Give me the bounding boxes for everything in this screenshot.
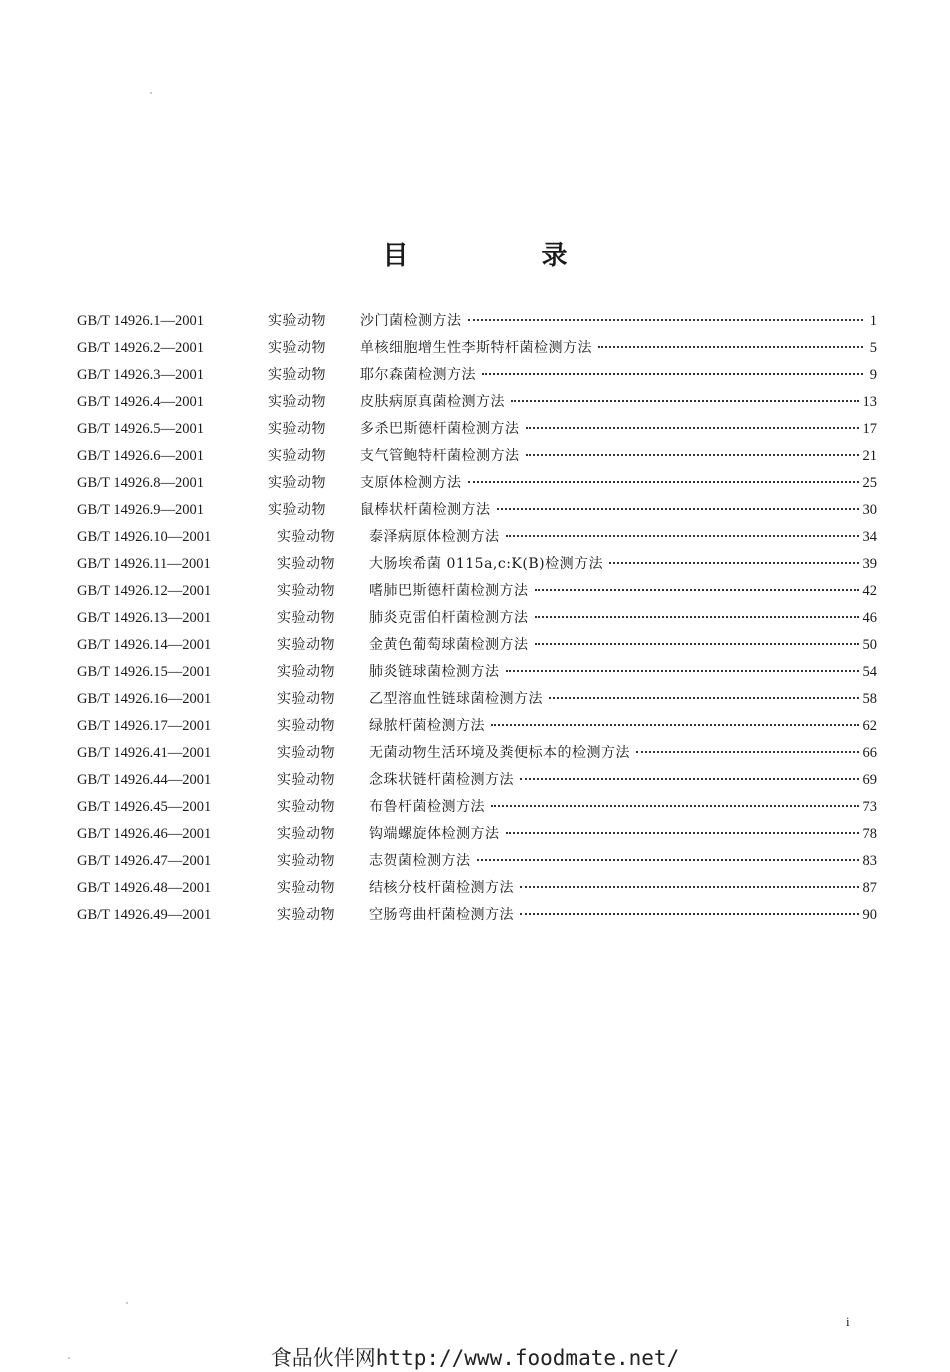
toc-entry-code: GB/T 14926.14—2001: [77, 637, 212, 653]
toc-entry-page: 30: [862, 502, 877, 518]
toc-entry-leader: [491, 791, 859, 807]
scan-speck: [126, 1302, 128, 1304]
toc-entry-category: 实验动物: [277, 745, 335, 761]
scan-speck: [150, 92, 152, 94]
toc-entry-page: 46: [862, 610, 877, 626]
toc-entry-category: 实验动物: [268, 340, 326, 356]
toc-entry-code: GB/T 14926.2—2001: [77, 340, 205, 356]
toc-entry-page: 42: [862, 583, 877, 599]
toc-entry-code: GB/T 14926.44—2001: [77, 772, 212, 788]
toc-entry-code: GB/T 14926.11—2001: [77, 556, 211, 572]
toc-entry-leader: [520, 899, 859, 915]
toc-entry-page: 13: [862, 394, 877, 410]
toc-entry: [77, 903, 877, 930]
toc-entry-title: 鼠棒状杆菌检测方法: [360, 502, 491, 518]
toc-entry-leader: [497, 494, 859, 510]
toc-entry-category: 实验动物: [268, 313, 326, 329]
toc-entry-page: 73: [862, 799, 877, 815]
toc-entry-category: 实验动物: [277, 529, 335, 545]
page-title: 目 录: [382, 241, 630, 271]
toc-entry-leader: [526, 413, 859, 429]
toc-entry-page: 58: [862, 691, 877, 707]
toc-entry-category: 实验动物: [277, 637, 335, 653]
toc-entry-code: GB/T 14926.17—2001: [77, 718, 212, 734]
toc-entry-title: 肺炎克雷伯杆菌检测方法: [369, 610, 529, 626]
table-of-contents: [77, 309, 877, 930]
toc-entry-page: 34: [862, 529, 877, 545]
toc-entry-leader: [636, 737, 859, 753]
toc-entry-page: 69: [862, 772, 877, 788]
toc-entry-code: GB/T 14926.9—2001: [77, 502, 205, 518]
toc-entry-code: GB/T 14926.45—2001: [77, 799, 212, 815]
toc-entry-page: 78: [862, 826, 877, 842]
toc-entry-category: 实验动物: [277, 556, 335, 572]
toc-entry-code: GB/T 14926.6—2001: [77, 448, 205, 464]
toc-entry-category: 实验动物: [268, 502, 326, 518]
toc-entry-leader: [535, 629, 859, 645]
toc-entry-leader: [598, 332, 863, 348]
toc-entry-category: 实验动物: [277, 691, 335, 707]
toc-entry-title: 无菌动物生活环境及粪便标本的检测方法: [369, 745, 630, 761]
toc-entry-title: 结核分枝杆菌检测方法: [369, 880, 514, 896]
toc-entry-category: 实验动物: [277, 853, 335, 869]
toc-entry-code: GB/T 14926.12—2001: [77, 583, 212, 599]
toc-entry-leader: [506, 818, 859, 834]
toc-entry-code: GB/T 14926.47—2001: [77, 853, 212, 869]
toc-entry-category: 实验动物: [268, 367, 326, 383]
toc-entry-code: GB/T 14926.49—2001: [77, 907, 212, 923]
toc-entry-title: 嗜肺巴斯德杆菌检测方法: [369, 583, 529, 599]
toc-entry-leader: [511, 386, 859, 402]
toc-entry-page: 90: [862, 907, 877, 923]
toc-entry-category: 实验动物: [277, 826, 335, 842]
toc-entry-title: 泰泽病原体检测方法: [369, 529, 500, 545]
toc-entry-title: 空肠弯曲杆菌检测方法: [369, 907, 514, 923]
toc-entry-title: 沙门菌检测方法: [360, 313, 462, 329]
toc-entry-leader: [535, 575, 859, 591]
toc-entry-code: GB/T 14926.48—2001: [77, 880, 212, 896]
toc-entry-page: 50: [862, 637, 877, 653]
toc-entry-title: 肺炎链球菌检测方法: [369, 664, 500, 680]
toc-entry-category: 实验动物: [268, 475, 326, 491]
footer-watermark: 食品伙伴网http://www.foodmate.net/: [270, 1346, 680, 1370]
toc-entry-page: 21: [862, 448, 877, 464]
toc-entry-title: 念珠状链杆菌检测方法: [369, 772, 514, 788]
toc-entry-category: 实验动物: [277, 583, 335, 599]
toc-entry-page: 1: [869, 313, 877, 329]
toc-entry-leader: [526, 440, 859, 456]
toc-entry-title: 乙型溶血性链球菌检测方法: [369, 691, 543, 707]
toc-entry-title: 志贺菌检测方法: [369, 853, 471, 869]
toc-entry-code: GB/T 14926.10—2001: [77, 529, 212, 545]
toc-entry-leader: [520, 764, 859, 780]
toc-entry-code: GB/T 14926.16—2001: [77, 691, 212, 707]
toc-entry-code: GB/T 14926.1—2001: [77, 313, 205, 329]
toc-entry-leader: [506, 521, 859, 537]
toc-entry-code: GB/T 14926.13—2001: [77, 610, 212, 626]
toc-entry-page: 9: [869, 367, 877, 383]
toc-entry-leader: [609, 548, 858, 564]
toc-entry-leader: [477, 845, 859, 861]
toc-entry-category: 实验动物: [277, 718, 335, 734]
toc-entry-code: GB/T 14926.46—2001: [77, 826, 212, 842]
toc-entry-code: GB/T 14926.4—2001: [77, 394, 205, 410]
page-number: i: [846, 1314, 850, 1329]
toc-entry-page: 25: [862, 475, 877, 491]
toc-entry-page: 83: [862, 853, 877, 869]
toc-entry-leader: [468, 467, 859, 483]
toc-entry-leader: [535, 602, 859, 618]
toc-entry-title: 单核细胞增生性李斯特杆菌检测方法: [360, 340, 592, 356]
toc-entry-title: 金黄色葡萄球菌检测方法: [369, 637, 529, 653]
toc-entry-category: 实验动物: [277, 772, 335, 788]
toc-entry-leader: [520, 872, 859, 888]
toc-entry-page: 66: [862, 745, 877, 761]
toc-entry-title: 布鲁杆菌检测方法: [369, 799, 485, 815]
toc-entry-title: 皮肤病原真菌检测方法: [360, 394, 505, 410]
toc-entry-category: 实验动物: [277, 610, 335, 626]
toc-entry-title: 支气管鲍特杆菌检测方法: [360, 448, 520, 464]
toc-entry-page: 87: [862, 880, 877, 896]
toc-entry-leader: [482, 359, 863, 375]
toc-entry-category: 实验动物: [268, 421, 326, 437]
toc-entry-leader: [491, 710, 859, 726]
toc-entry-code: GB/T 14926.5—2001: [77, 421, 205, 437]
toc-entry-title: 多杀巴斯德杆菌检测方法: [360, 421, 520, 437]
toc-entry-page: 5: [869, 340, 877, 356]
toc-entry-category: 实验动物: [277, 880, 335, 896]
toc-entry-leader: [549, 683, 859, 699]
toc-entry-title: 绿脓杆菌检测方法: [369, 718, 485, 734]
toc-entry-leader: [468, 305, 864, 321]
toc-entry-page: 62: [862, 718, 877, 734]
toc-entry-category: 实验动物: [277, 799, 335, 815]
toc-entry-title: 耶尔森菌检测方法: [360, 367, 476, 383]
toc-entry-code: GB/T 14926.8—2001: [77, 475, 205, 491]
toc-entry-category: 实验动物: [277, 664, 335, 680]
toc-entry-category: 实验动物: [277, 907, 335, 923]
toc-entry-page: 54: [862, 664, 877, 680]
toc-entry-leader: [506, 656, 859, 672]
toc-entry-category: 实验动物: [268, 448, 326, 464]
toc-entry-code: GB/T 14926.41—2001: [77, 745, 212, 761]
toc-entry-page: 17: [862, 421, 877, 437]
toc-entry-title: 钩端螺旋体检测方法: [369, 826, 500, 842]
toc-entry-page: 39: [862, 556, 877, 572]
toc-entry-title: 支原体检测方法: [360, 475, 462, 491]
scan-speck: [68, 1357, 70, 1359]
toc-entry-code: GB/T 14926.3—2001: [77, 367, 205, 383]
toc-entry-title: 大肠埃希菌 0115a,c:K(B)检测方法: [369, 556, 604, 572]
toc-entry-category: 实验动物: [268, 394, 326, 410]
toc-entry-code: GB/T 14926.15—2001: [77, 664, 212, 680]
